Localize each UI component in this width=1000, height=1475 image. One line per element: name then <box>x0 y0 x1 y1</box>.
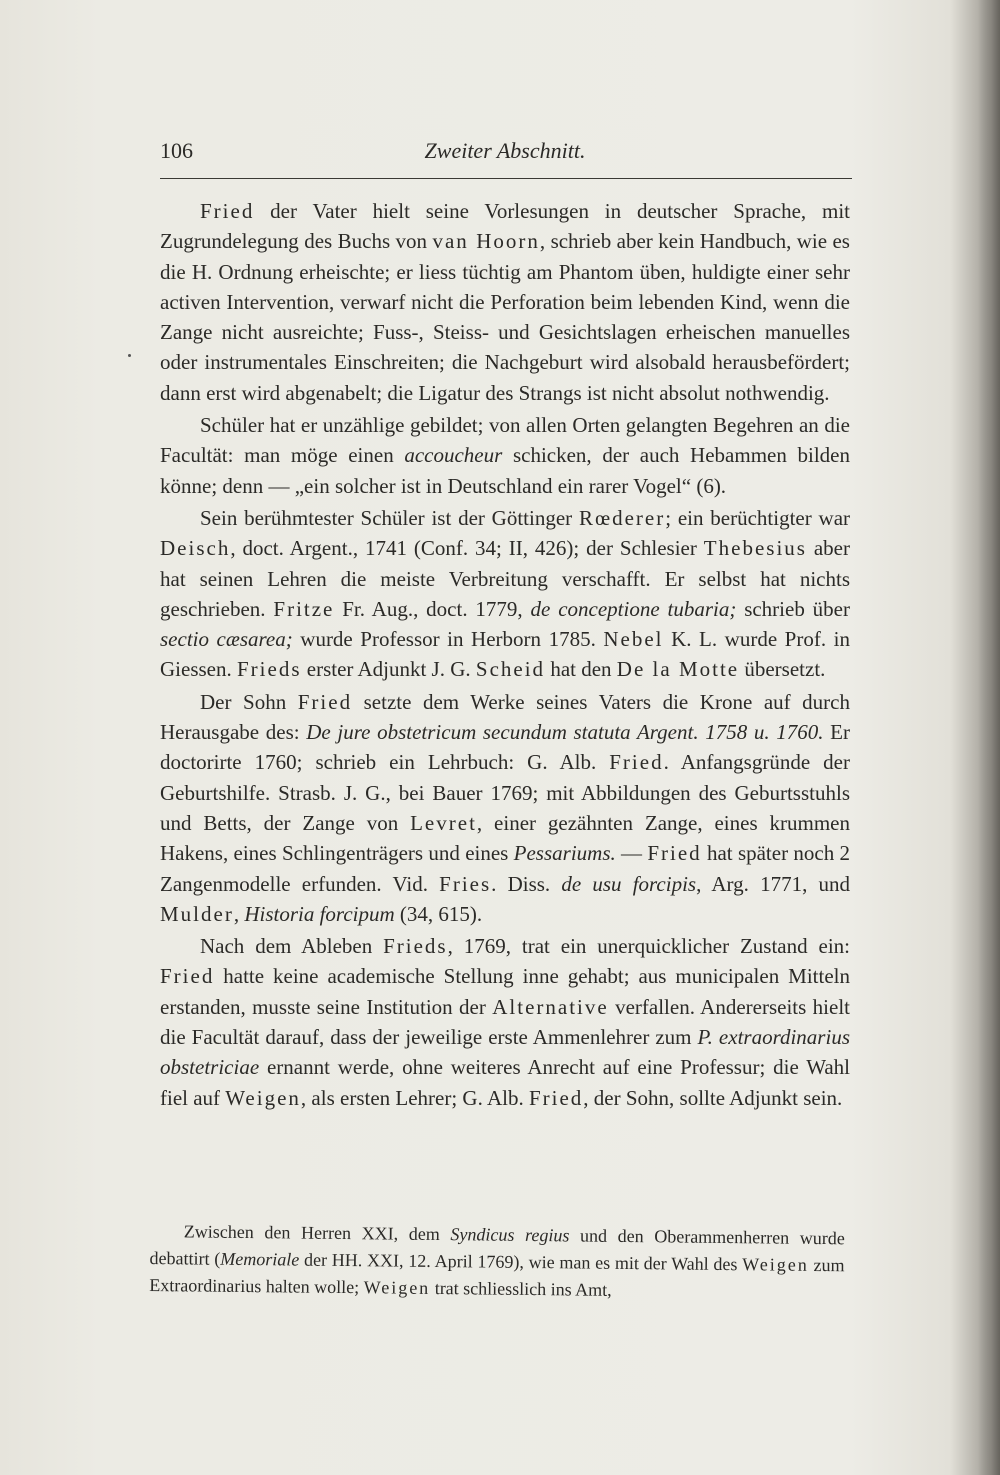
text-run: verfallen. Andererseits hielt die Facultät darauf, dass der jeweilige erste Ammenlehrer zum <box>160 994 850 1050</box>
spaced-name: Weigen <box>742 1254 809 1275</box>
text-run: Sein berühmtester Schüler ist der Göttinger <box>200 505 579 530</box>
text-run: . Diss. <box>491 871 562 896</box>
text-run: , einer gezähnten Zange, eines krummen Hakens, eines Schlingenträgers und eines <box>160 810 851 866</box>
spaced-name: Fried <box>528 1085 584 1110</box>
text-run: der HH. XXI, 12. April 1769), wie man es mit der Wahl des <box>299 1249 743 1275</box>
italic-text: Pessariums. <box>513 841 616 866</box>
paragraph <box>160 503 850 685</box>
text-run: . Anfangsgründe der Geburtshilfe. Strasb. J. G., bei Bauer 1769; mit Abbildungen des Geburtsstuhls und Betts, der Zange von <box>160 750 850 835</box>
text-run: setzte dem Werke seines Vaters die Krone auf durch Herausgabe des: <box>160 689 850 745</box>
text-run: Der Sohn <box>200 689 298 714</box>
italic-text: De jure obstetricum secundum statuta Argent. 1758 u. 1760. <box>306 720 824 745</box>
text-run: Nach dem Ableben <box>200 934 384 959</box>
text-run: schicken, der auch Hebammen bilden könne; denn — „ein solcher ist in Deutschland ein rarer Vogel“ (6). <box>160 443 850 498</box>
text-run: ernannt werde, ohne weiteres Anrecht auf eine Professur; die Wahl fiel auf <box>160 1055 850 1110</box>
text-run: wurde Professor in Herborn 1785. <box>292 627 604 652</box>
spaced-name: Rœderer <box>578 505 666 530</box>
spaced-name: Weigen <box>363 1277 431 1298</box>
paragraph <box>160 931 850 1113</box>
italic-text: accoucheur <box>404 443 503 468</box>
text-run: , <box>233 901 245 926</box>
spaced-name: Fries <box>439 871 492 896</box>
italic-text: Memoriale <box>220 1248 300 1270</box>
body-text <box>160 196 850 1113</box>
spaced-name: Fried <box>609 750 664 775</box>
text-run: hatte keine academische Stellung inne gehabt; aus municipalen Mitteln erstanden, musste seine Institution der <box>160 964 850 1019</box>
italic-text: sectio cæsarea; <box>160 627 293 652</box>
spaced-name: De la Motte <box>616 657 740 682</box>
text-run: hat später noch 2 Zangenmodelle erfunden. Vid. <box>160 841 851 896</box>
spaced-name: Frieds <box>237 657 302 682</box>
page-number: 106 <box>160 138 193 163</box>
spaced-name: Fritze <box>273 596 335 621</box>
text-run: und den Oberammenherren wurde debattirt ( <box>149 1225 845 1269</box>
italic-text: de conceptione tubaria; <box>530 596 737 621</box>
text-run: Fr. Aug., doct. 1779, <box>334 596 531 621</box>
spaced-name: Frieds <box>383 934 448 959</box>
page-edge-shadow <box>978 0 1000 1475</box>
text-run: trat schliesslich ins Amt, <box>430 1277 612 1300</box>
text-run: Zwischen den Herren XXI, dem <box>183 1221 451 1245</box>
text-run: , Arg. 1771, und <box>696 871 850 896</box>
paragraph <box>160 687 850 929</box>
text-run: der Vater hielt seine Vorlesungen in deutscher Sprache, mit Zugrundelegung des Buchs von <box>160 199 850 254</box>
spaced-name: Weigen <box>225 1085 301 1110</box>
text-run: aber hat seinen Lehren die meiste Verbreitung verschafft. Er selbst hat nichts geschrieben. <box>160 536 850 621</box>
text-run: schrieb über <box>736 596 850 621</box>
text-run: , schrieb aber kein Handbuch, wie es die H. Ordnung erheischte; er liess tüchtig am Phantom üben, huldigte einer sehr activen Intervention, verwarf nicht die Perforation beim lebenden Kind, wenn die Zange nicht ausreichte; Fuss-, Steiss- und Gesichtslagen erheischen manuelles oder instrumentales Einschreiten; die Nachgeburt wird alsobald herausbefördert; dann erst wird abgenabelt; die Ligatur des Strangs ist nicht absolut nothwendig. <box>160 229 850 405</box>
header-rule <box>160 178 852 179</box>
spaced-name: Deisch <box>160 536 231 561</box>
text-run: Schüler hat er unzählige gebildet; von allen Orten gelangten Begehren an die Facultät: man möge einen <box>160 413 850 468</box>
spaced-name: Alternative <box>492 994 609 1019</box>
paragraph <box>160 410 850 501</box>
spaced-name: Fried <box>647 841 702 866</box>
spaced-name: Scheid <box>475 657 546 682</box>
text-run: K. L. wurde Prof. in Giessen. <box>160 627 850 682</box>
text-run: , der Sohn, sollte Adjunkt sein. <box>583 1085 843 1110</box>
running-title: Zweiter Abschnitt. <box>424 138 586 163</box>
page-header <box>160 138 850 172</box>
italic-text: Syndicus regius <box>450 1224 570 1246</box>
text-run: , doct. Argent., 1741 (Conf. 34; II, 426); der Schlesier <box>230 536 704 561</box>
text-run: (34, 615). <box>394 901 483 926</box>
text-run: ; ein berüchtigter war <box>665 505 851 530</box>
spaced-name: Nebel <box>603 627 664 652</box>
text-run: übersetzt. <box>739 657 826 682</box>
italic-text: Historia forcipum <box>244 901 395 926</box>
spaced-name: Levret <box>410 810 477 835</box>
text-run: zum Extraordinarius halten wolle; <box>149 1254 845 1298</box>
italic-text: de usu forcipis <box>561 871 697 896</box>
spaced-name: van Hoorn <box>432 229 540 254</box>
text-run: — <box>615 841 648 866</box>
footnote <box>149 1218 845 1306</box>
spaced-name: Thebesius <box>703 536 807 561</box>
text-run: , 1769, trat ein unerquicklicher Zustand ein: <box>447 934 850 959</box>
paragraph <box>160 196 850 408</box>
spaced-name: Fried <box>200 199 255 223</box>
text-run: Er doctorirte 1760; schrieb ein Lehrbuch: G. Alb. <box>160 720 850 775</box>
margin-mark <box>128 354 131 357</box>
text-run: erster Adjunkt J. G. <box>301 657 476 682</box>
italic-text: P. extraordinarius obstetriciae <box>160 1025 850 1080</box>
text-run: hat den <box>545 657 617 682</box>
spaced-name: Mulder <box>160 901 234 926</box>
text-run: , als ersten Lehrer; G. Alb. <box>300 1085 529 1110</box>
spaced-name: Fried <box>160 964 215 989</box>
spaced-name: Fried <box>297 689 353 714</box>
